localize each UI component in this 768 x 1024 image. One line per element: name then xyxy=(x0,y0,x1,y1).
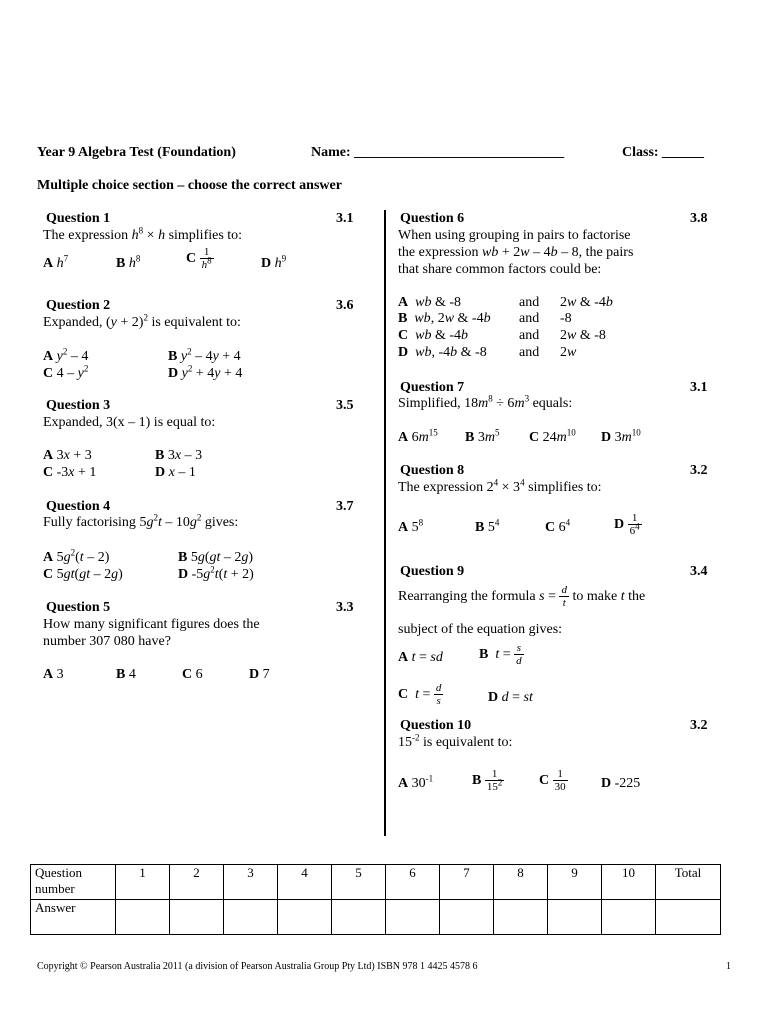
question-number-cell: 4 xyxy=(278,865,332,900)
question-5-text-line2: number 307 080 have? xyxy=(43,634,171,649)
answer-table xyxy=(30,864,721,935)
question-number-cell: 8 xyxy=(494,865,548,900)
question-9-text-line1: Rearranging the formula s = $\frac{d}{t}$ to make t the xyxy=(398,584,646,610)
question-4-option-c: C 5gt(gt – 2g) xyxy=(43,567,123,582)
question-7-title: Question 7 xyxy=(400,380,465,395)
question-10-text: $15^{-2}$ is equivalent to: xyxy=(398,732,513,750)
question-1-title: Question 1 xyxy=(46,211,111,226)
question-6-and-a: and xyxy=(519,295,540,310)
question-3-option-a: A 3x + 3 xyxy=(43,448,92,463)
answer-cell-5[interactable] xyxy=(332,900,386,935)
answer-cell-6[interactable] xyxy=(386,900,440,935)
question-5-option-b: B 4 xyxy=(116,667,136,682)
question-8-option-a: A $5^8$ xyxy=(398,517,424,535)
question-5-text-line1: How many significant figures does the xyxy=(43,617,260,632)
answer-cell-1[interactable] xyxy=(116,900,170,935)
question-number-cell: 5 xyxy=(332,865,386,900)
question-number-cell: 3 xyxy=(224,865,278,900)
question-6-option-d: D wb, -4b & -8 xyxy=(398,345,487,360)
question-7-option-c: C $24m^{10}$ xyxy=(529,427,576,445)
question-6-option-d-pair: 2w xyxy=(560,345,577,360)
question-number-cell: 2 xyxy=(170,865,224,900)
answer-cell-4[interactable] xyxy=(278,900,332,935)
question-4-title: Question 4 xyxy=(46,499,111,514)
question-3-option-b: B 3x – 3 xyxy=(155,448,203,463)
question-10-option-a: A $30^{-1}$ xyxy=(398,773,434,791)
answer-cell-7[interactable] xyxy=(440,900,494,935)
question-5-code: 3.3 xyxy=(336,600,354,615)
question-8-option-b: B $5^4$ xyxy=(475,517,500,535)
question-9-title: Question 9 xyxy=(400,564,465,579)
answer-header: Answer xyxy=(31,900,116,935)
answer-cell-9[interactable] xyxy=(548,900,602,935)
question-9-code: 3.4 xyxy=(690,564,708,579)
question-2-title: Question 2 xyxy=(46,298,111,313)
question-6-option-c-pair: 2w & -8 xyxy=(560,328,606,343)
question-2-option-b: B $y^2 - 4y + 4$ xyxy=(168,346,241,364)
question-7-option-b: B $3m^5$ xyxy=(465,427,500,445)
question-number-cell: 6 xyxy=(386,865,440,900)
question-8-code: 3.2 xyxy=(690,463,708,478)
question-4-option-b: B 5g(gt – 2g) xyxy=(178,550,254,565)
question-10-option-b: B $\frac{1}{15^2}$ xyxy=(472,768,503,794)
question-4-code: 3.7 xyxy=(336,499,354,514)
question-4-text: Fully factorising $5g^2t - 10g^2$ gives: xyxy=(43,512,239,530)
answer-cell-8[interactable] xyxy=(494,900,548,935)
copyright-notice: Copyright © Pearson Australia 2011 (a division of Pearson Australia Group Pty Ltd) ISBN 978 1 4425 4578 6 xyxy=(37,961,478,972)
question-8-option-d: D $\frac{1}{6^4}$ xyxy=(614,512,640,538)
question-6-text-line1: When using grouping in pairs to factorise xyxy=(398,228,631,243)
question-3-option-c: C -3x + 1 xyxy=(43,465,97,480)
question-1-option-c: C $\frac{1}{h^8}$ xyxy=(186,246,212,272)
question-2-option-c: C $4 - y^2$ xyxy=(43,363,89,381)
test-title: Year 9 Algebra Test (Foundation) xyxy=(37,145,236,160)
question-6-and-c: and xyxy=(519,328,540,343)
answer-row xyxy=(31,900,721,935)
total-header: Total xyxy=(656,865,721,900)
section-instruction: Multiple choice section – choose the correct answer xyxy=(37,178,342,193)
question-6-option-b-pair: -8 xyxy=(560,311,572,326)
question-1-option-d: D $h^9$ xyxy=(261,253,287,271)
question-3-option-d: D x – 1 xyxy=(155,465,196,480)
question-6-and-b: and xyxy=(519,311,540,326)
question-7-text: Simplified, $18m^8 \div 6m^3$ equals: xyxy=(398,393,573,411)
question-2-code: 3.6 xyxy=(336,298,354,313)
question-8-text: The expression $2^4 \times 3^4$ simplifies to: xyxy=(398,477,602,495)
question-10-title: Question 10 xyxy=(400,718,472,733)
question-7-code: 3.1 xyxy=(690,380,708,395)
answer-cell-3[interactable] xyxy=(224,900,278,935)
question-number-cell: 9 xyxy=(548,865,602,900)
question-1-option-b: B $h^8$ xyxy=(116,253,141,271)
question-10-option-c: C $\frac{1}{30}$ xyxy=(539,768,566,794)
column-divider xyxy=(384,210,386,836)
question-6-text-line2: the expression wb + 2w – 4b – 8, the pairs xyxy=(398,245,634,260)
question-9-option-a: A t = sd xyxy=(398,650,443,665)
question-6-text-line3: that share common factors could be: xyxy=(398,262,602,277)
question-3-text: Expanded, 3(x – 1) is equal to: xyxy=(43,415,216,430)
question-5-option-d: D 7 xyxy=(249,667,270,682)
question-8-option-c: C $6^4$ xyxy=(545,517,571,535)
question-9-option-b: B t = $\frac{s}{d}$ xyxy=(479,642,522,668)
question-6-and-d: and xyxy=(519,345,540,360)
question-3-title: Question 3 xyxy=(46,398,111,413)
question-2-text: Expanded, $(y + 2)^2$ is equivalent to: xyxy=(43,312,241,330)
question-9-option-c: C t = $\frac{d}{s}$ xyxy=(398,682,442,708)
question-9-option-d: D d = st xyxy=(488,690,533,705)
question-6-code: 3.8 xyxy=(690,211,708,226)
question-5-option-a: A 3 xyxy=(43,667,64,682)
question-6-option-b: B wb, 2w & -4b xyxy=(398,311,491,326)
answer-cell-10[interactable] xyxy=(602,900,656,935)
page-number: 1 xyxy=(726,961,731,972)
question-1-text: The expression $h^8 \times h$ simplifies to: xyxy=(43,225,243,243)
question-number-header: Question number xyxy=(31,865,116,900)
question-4-option-d: D $-5g^2t(t + 2)$ xyxy=(178,564,254,582)
question-3-code: 3.5 xyxy=(336,398,354,413)
question-4-option-a: A $5g^2(t - 2)$ xyxy=(43,547,110,565)
question-1-code: 3.1 xyxy=(336,211,354,226)
total-cell[interactable] xyxy=(656,900,721,935)
question-2-option-a: A $y^2 - 4$ xyxy=(43,346,89,364)
question-6-option-c: C wb & -4b xyxy=(398,328,469,343)
question-number-row xyxy=(31,865,721,900)
question-6-option-a-pair: 2w & -4b xyxy=(560,295,613,310)
question-6-option-a: A wb & -8 xyxy=(398,295,462,310)
question-number-cell: 7 xyxy=(440,865,494,900)
question-6-title: Question 6 xyxy=(400,211,465,226)
question-7-option-a: A $6m^{15}$ xyxy=(398,427,438,445)
question-9-text-line2: subject of the equation gives: xyxy=(398,622,563,637)
class-field-label: Class: ______ xyxy=(622,145,705,160)
question-7-option-d: D $3m^{10}$ xyxy=(601,427,641,445)
question-number-cell: 10 xyxy=(602,865,656,900)
name-field-label: Name: ______________________________ xyxy=(311,145,565,160)
question-number-cell: 1 xyxy=(116,865,170,900)
question-1-option-a: A $h^7$ xyxy=(43,253,69,271)
answer-cell-2[interactable] xyxy=(170,900,224,935)
question-5-title: Question 5 xyxy=(46,600,111,615)
question-10-option-d: D -225 xyxy=(601,776,641,791)
question-5-option-c: C 6 xyxy=(182,667,203,682)
question-2-option-d: D $y^2 + 4y + 4$ xyxy=(168,363,243,381)
question-10-code: 3.2 xyxy=(690,718,708,733)
question-8-title: Question 8 xyxy=(400,463,465,478)
